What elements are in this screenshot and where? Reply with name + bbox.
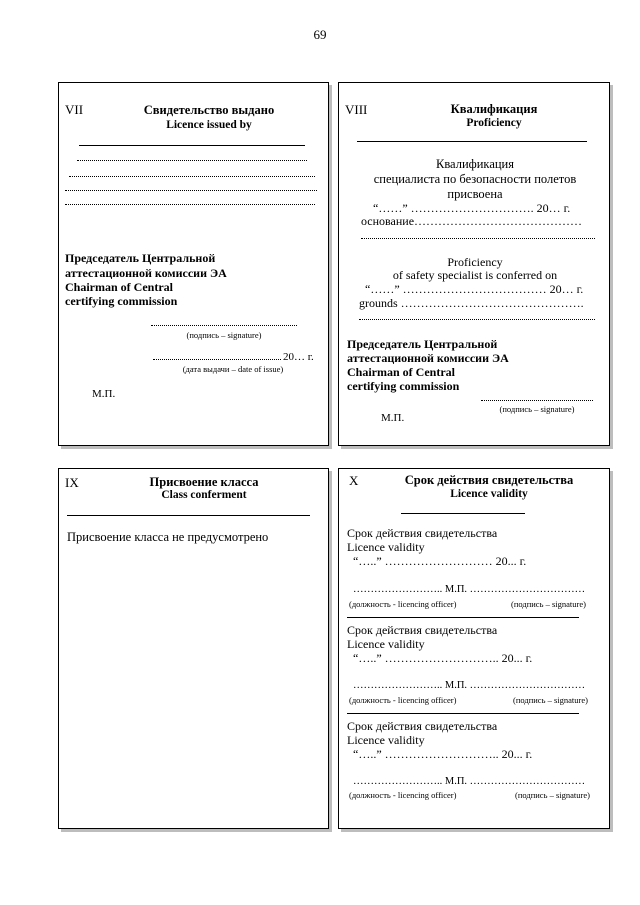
en-grounds-field[interactable]: grounds ………………………………………. xyxy=(359,296,584,310)
block-divider xyxy=(347,617,579,618)
officer-caption: (должность - licencing officer) xyxy=(349,790,457,800)
section-numeral: IX xyxy=(65,475,79,490)
section-licence-validity xyxy=(338,468,610,829)
section-title-ru: Квалификация xyxy=(450,102,538,116)
signature-caption: (подпись – signature) xyxy=(186,330,262,340)
section-numeral: VIII xyxy=(345,102,368,117)
validity-label-en: Licence validity xyxy=(347,733,425,747)
validity-label-en: Licence validity xyxy=(347,637,425,651)
ru-basis-extra-field[interactable] xyxy=(361,238,595,239)
chairman-ru-line2: аттестационной комиссии ЭА xyxy=(65,266,227,280)
officer-signature-field[interactable]: …………………….. М.П. …………………………… xyxy=(353,584,586,595)
section-title-en: Licence validity xyxy=(450,488,528,500)
section-title-ru: Срок действия свидетельства xyxy=(404,473,574,487)
issuer-field[interactable] xyxy=(65,204,315,205)
signature-field[interactable] xyxy=(151,325,297,326)
validity-date-field[interactable]: “…..” ……………………… 20... г. xyxy=(353,554,527,568)
title-underline xyxy=(67,515,310,516)
chairman-en-line1: Chairman of Central xyxy=(65,280,173,294)
en-proficiency-line1: Proficiency xyxy=(447,255,503,269)
ru-proficiency-line3: присвоена xyxy=(447,187,503,201)
signature-field[interactable] xyxy=(481,400,593,401)
chairman-en-line1: Chairman of Central xyxy=(347,365,455,379)
officer-signature-field[interactable]: …………………….. М.П. …………………………… xyxy=(353,680,586,691)
chairman-ru-line1: Председатель Центральной xyxy=(347,337,498,351)
en-proficiency-line2: of safety specialist is conferred on xyxy=(392,268,558,282)
officer-caption: (должность - licencing officer) xyxy=(349,599,457,609)
chairman-en-line2: certifying commission xyxy=(347,379,460,393)
section-licence-issued-by xyxy=(58,82,329,446)
signature-caption: (подпись – signature) xyxy=(515,790,590,800)
year-suffix: 20… г. xyxy=(283,351,314,363)
ru-proficiency-line1: Квалификация xyxy=(435,157,514,171)
en-grounds-extra-field[interactable] xyxy=(359,319,595,320)
validity-label-ru: Срок действия свидетельства xyxy=(347,623,498,637)
section-numeral: X xyxy=(349,473,359,488)
ru-proficiency-line2: специалиста по безопасности полетов xyxy=(373,172,577,186)
section-class-conferment xyxy=(58,468,329,829)
issuer-field[interactable] xyxy=(69,176,315,177)
section-title-ru: Свидетельство выдано xyxy=(143,103,275,117)
chairman-en-line2: certifying commission xyxy=(65,294,178,308)
title-underline xyxy=(401,513,525,514)
section-proficiency xyxy=(338,82,610,446)
signature-caption: (подпись – signature) xyxy=(513,695,588,705)
validity-date-field[interactable]: “…..” ……………………….. 20... г. xyxy=(353,651,533,665)
ru-basis-field[interactable]: основание…………………………………… xyxy=(361,214,583,228)
issuer-line xyxy=(79,145,305,146)
block-divider xyxy=(347,713,579,714)
section-title-en: Licence issued by xyxy=(166,119,252,131)
officer-caption: (должность - licencing officer) xyxy=(349,695,457,705)
class-conferment-text: Присвоение класса не предусмотрено xyxy=(67,530,269,544)
chairman-ru-line1: Председатель Центральной xyxy=(65,251,216,265)
issuer-field[interactable] xyxy=(77,160,307,161)
stamp-label: М.П. xyxy=(92,388,116,400)
section-numeral: VII xyxy=(65,102,84,117)
section-title-ru: Присвоение класса xyxy=(149,475,259,489)
issue-date-field[interactable] xyxy=(153,359,281,360)
date-caption: (дата выдачи – date of issue) xyxy=(182,364,284,374)
validity-label-ru: Срок действия свидетельства xyxy=(347,719,498,733)
ru-date-field[interactable]: “……” …………………………. 20… г. xyxy=(373,201,571,215)
validity-label-ru: Срок действия свидетельства xyxy=(347,526,498,540)
issuer-field[interactable] xyxy=(65,190,317,191)
section-title-en: Class conferment xyxy=(161,489,247,501)
stamp-label: М.П. xyxy=(381,412,405,424)
section-title-en: Proficiency xyxy=(466,117,522,129)
signature-caption: (подпись – signature) xyxy=(499,404,575,414)
chairman-ru-line2: аттестационной комиссии ЭА xyxy=(347,351,509,365)
officer-signature-field[interactable]: …………………….. М.П. …………………………… xyxy=(353,776,586,787)
proficiency-line xyxy=(357,141,587,142)
en-date-field[interactable]: “……” ……………………………… 20… г. xyxy=(365,282,584,296)
page-number: 69 xyxy=(313,27,327,42)
validity-date-field[interactable]: “…..” ……………………….. 20... г. xyxy=(353,747,533,761)
validity-label-en: Licence validity xyxy=(347,540,425,554)
signature-caption: (подпись – signature) xyxy=(511,599,586,609)
